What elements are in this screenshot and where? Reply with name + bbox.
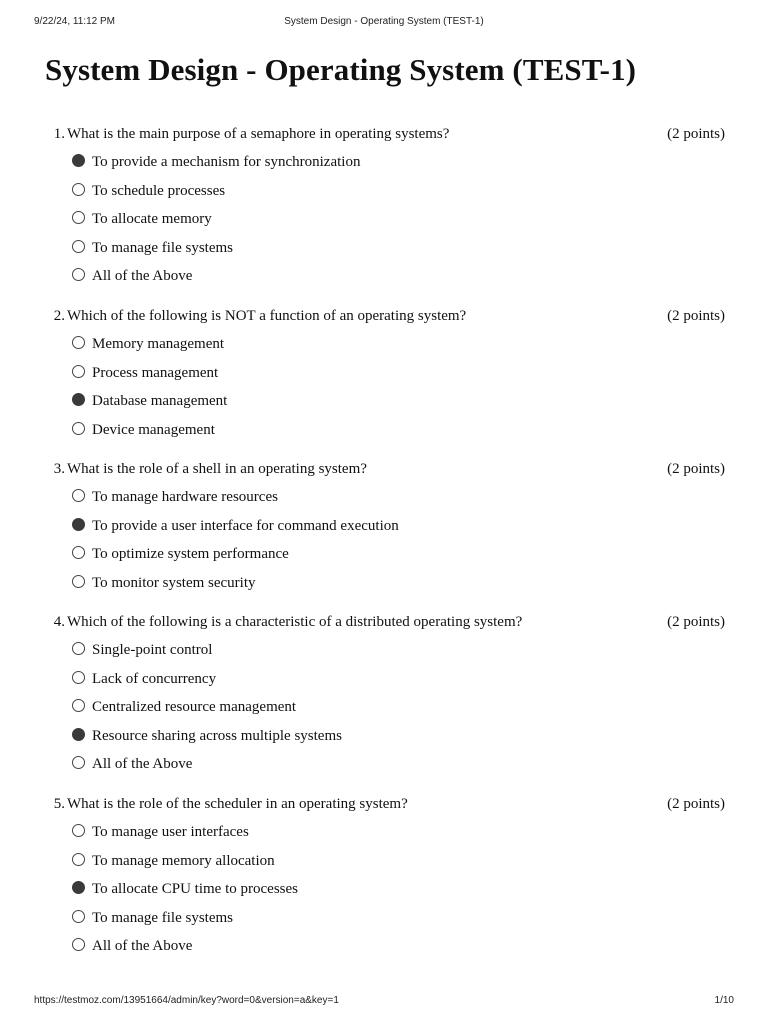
answer-option-label: To manage user interfaces (92, 824, 249, 840)
radio-unselected-icon[interactable] (72, 422, 85, 435)
question-text: What is the main purpose of a semaphore in operating systems? (67, 126, 450, 142)
radio-unselected-icon[interactable] (72, 211, 85, 224)
radio-unselected-icon[interactable] (72, 183, 85, 196)
answer-option-label: Device management (92, 421, 215, 438)
answer-option-label: Memory management (92, 336, 225, 352)
answer-option[interactable] (45, 238, 725, 267)
radio-unselected-icon[interactable] (72, 365, 85, 378)
answer-option[interactable] (45, 754, 725, 783)
answer-option[interactable] (45, 669, 725, 698)
answer-option[interactable] (45, 266, 725, 295)
print-footer (34, 995, 734, 1009)
radio-unselected-icon[interactable] (72, 853, 85, 866)
answer-option-label: To optimize system performance (92, 546, 289, 562)
page-title: System Design - Operating System (TEST-1) (45, 52, 637, 87)
radio-selected-icon[interactable] (72, 154, 85, 167)
answer-option[interactable] (45, 209, 725, 238)
question-text: Which of the following is a characteristic of a distributed operating system? (67, 614, 523, 630)
answer-option-label: To manage file systems (92, 909, 233, 926)
radio-unselected-icon[interactable] (72, 336, 85, 349)
radio-unselected-icon[interactable] (72, 910, 85, 923)
answer-option-label: All of the Above (92, 938, 193, 954)
question-text: What is the role of a shell in an operating system? (67, 461, 367, 477)
answer-option-label: Centralized resource management (92, 699, 297, 715)
answer-option-label: Process management (92, 364, 219, 381)
radio-unselected-icon[interactable] (72, 240, 85, 253)
question-points: (2 points) (667, 614, 725, 630)
question-text: Which of the following is NOT a function of an operating system? (67, 308, 467, 324)
radio-selected-icon[interactable] (72, 728, 85, 741)
answer-option[interactable] (45, 936, 725, 965)
answer-option-label: Lack of concurrency (92, 670, 217, 687)
answer-option-label: Resource sharing across multiple systems (92, 727, 342, 744)
answer-option[interactable] (45, 640, 725, 669)
radio-selected-icon[interactable] (72, 393, 85, 406)
answer-option-label: Single-point control (92, 642, 213, 658)
answer-option[interactable] (45, 544, 725, 573)
question-header (45, 124, 725, 144)
question-number: 2. (53, 308, 65, 324)
answer-option[interactable] (45, 879, 725, 908)
print-url: https://testmoz.com/13951664/admin/key?word=0&version=a&key=1 (34, 995, 339, 1006)
answer-options (45, 152, 725, 295)
answer-option[interactable] (45, 726, 725, 755)
print-date: 9/22/24, 11:12 PM (34, 16, 115, 27)
question-points: (2 points) (667, 461, 725, 477)
question-text: What is the role of the scheduler in an operating system? (67, 796, 408, 812)
radio-unselected-icon[interactable] (72, 938, 85, 951)
answer-option-label: To monitor system security (92, 574, 256, 591)
page-number: 1/10 (714, 995, 734, 1006)
answer-option[interactable] (45, 420, 725, 449)
question-3 (45, 459, 725, 601)
question-points: (2 points) (667, 796, 725, 812)
radio-unselected-icon[interactable] (72, 268, 85, 281)
radio-unselected-icon[interactable] (72, 671, 85, 684)
answer-option[interactable] (45, 516, 725, 545)
answer-option-label: To schedule processes (92, 182, 226, 199)
question-4 (45, 612, 725, 783)
answer-option[interactable] (45, 908, 725, 937)
question-header (45, 306, 725, 326)
radio-unselected-icon[interactable] (72, 699, 85, 712)
question-points: (2 points) (667, 308, 725, 324)
answer-option[interactable] (45, 181, 725, 210)
radio-unselected-icon[interactable] (72, 489, 85, 502)
answer-option[interactable] (45, 363, 725, 392)
question-header (45, 794, 725, 814)
answer-option-label: To provide a user interface for command execution (92, 517, 399, 534)
answer-options (45, 822, 725, 965)
answer-option-label: To allocate memory (92, 211, 212, 227)
answer-option[interactable] (45, 152, 725, 181)
question-1 (45, 124, 725, 295)
answer-option[interactable] (45, 822, 725, 851)
radio-selected-icon[interactable] (72, 518, 85, 531)
answer-option-label: All of the Above (92, 268, 193, 284)
answer-option-label: To manage memory allocation (92, 852, 275, 869)
answer-option[interactable] (45, 391, 725, 420)
question-header (45, 612, 725, 632)
answer-option-label: To allocate CPU time to processes (92, 881, 298, 897)
answer-option-label: All of the Above (92, 756, 193, 772)
question-number: 3. (53, 461, 65, 477)
answer-option-label: Database management (92, 393, 228, 409)
radio-selected-icon[interactable] (72, 881, 85, 894)
answer-option-label: To manage file systems (92, 239, 233, 256)
answer-option[interactable] (45, 697, 725, 726)
question-number: 4. (53, 614, 65, 630)
print-header (34, 16, 734, 30)
question-header (45, 459, 725, 479)
answer-options (45, 640, 725, 783)
answer-option[interactable] (45, 573, 725, 602)
answer-options (45, 487, 725, 601)
radio-unselected-icon[interactable] (72, 642, 85, 655)
question-number: 5. (53, 796, 65, 812)
question-number: 1. (53, 126, 65, 142)
answer-options (45, 334, 725, 448)
answer-option[interactable] (45, 851, 725, 880)
radio-unselected-icon[interactable] (72, 756, 85, 769)
answer-option-label: To manage hardware resources (92, 489, 278, 505)
question-2 (45, 306, 725, 448)
radio-unselected-icon[interactable] (72, 824, 85, 837)
radio-unselected-icon[interactable] (72, 575, 85, 588)
answer-option[interactable] (45, 334, 725, 363)
question-points: (2 points) (667, 126, 725, 142)
answer-option-label: To provide a mechanism for synchronization (92, 154, 361, 170)
question-5 (45, 794, 725, 965)
answer-option[interactable] (45, 487, 725, 516)
radio-unselected-icon[interactable] (72, 546, 85, 559)
print-document-title: System Design - Operating System (TEST-1) (284, 16, 484, 27)
